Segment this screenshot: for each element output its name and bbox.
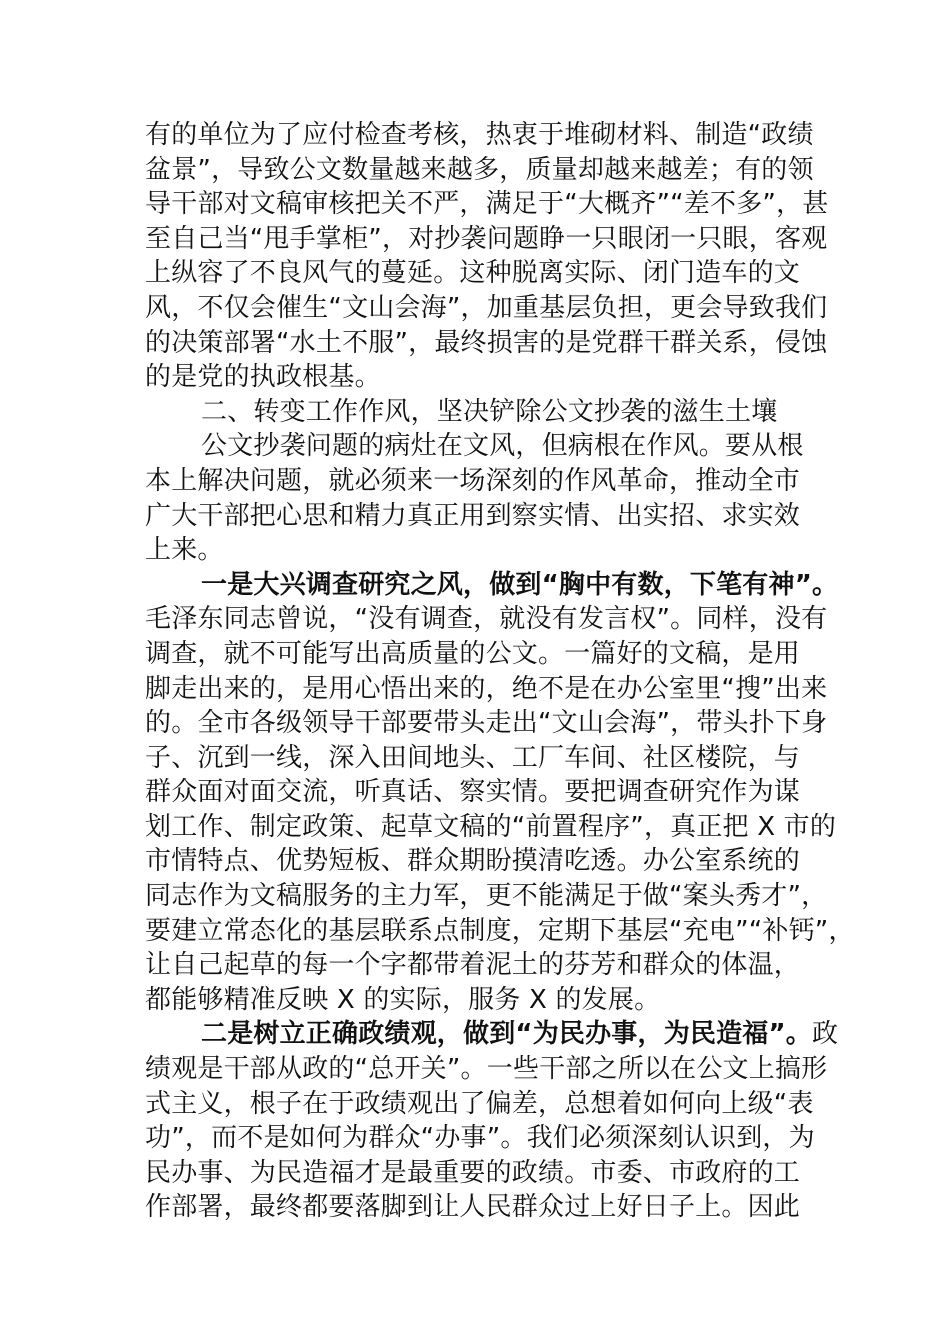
text-line: 的是党的执政根基。	[145, 362, 381, 393]
document-body	[145, 118, 855, 1225]
text-line: 上来。	[145, 535, 224, 566]
text-line: 民办事、为民造福才是最重要的政绩。市委、市政府的工	[145, 1157, 801, 1188]
lead-tail-text: 政	[811, 1019, 839, 1050]
text-line: 市情特点、优势短板、群众期盼摸清吃透。办公室系统的	[145, 846, 801, 877]
section-heading-text: 二、转变工作作风，坚决铲除公文抄袭的滋生土壤	[201, 396, 778, 427]
paragraph-4	[145, 1017, 839, 1225]
text-line: 盆景”，导致公文数量越来越多，质量却越来越差；有的领	[145, 154, 814, 185]
text-line: 都能够精准反映 X 的实际，服务 X 的发展。	[145, 984, 661, 1015]
text-line: 绩观是干部从政的“总开关”。一些干部之所以在公文上搞形	[145, 1054, 828, 1085]
text-line: 功”，而不是如何为群众“办事”。我们必须深刻认识到，为	[145, 1123, 815, 1154]
paragraph-3	[145, 568, 855, 1018]
paragraph-2	[145, 429, 809, 567]
section-heading	[145, 395, 809, 430]
text-line: 广大干部把心思和精力真正用到察实情、出实招、求实效	[145, 500, 801, 531]
text-line: 划工作、制定政策、起草文稿的“前置程序”，真正把 X 市的	[145, 811, 837, 842]
text-line: 有的单位为了应付检查考核，热衷于堆砌材料、制造“政绩	[145, 120, 814, 150]
text-line	[145, 568, 839, 603]
text-line: 式主义，根子在于政绩观出了偏差，总想着如何向上级“表	[145, 1088, 814, 1119]
text-line: 上纵容了不良风气的蔓延。这种脱离实际、闭门造车的文	[145, 258, 801, 289]
text-line: 群众面对面交流，听真话、察实情。要把调查研究作为谋	[145, 777, 801, 808]
text-line: 本上解决问题，就必须来一场深刻的作风革命，推动全市	[145, 465, 801, 496]
text-line: 脚走出来的，是用心悟出来的，绝不是在办公室里“搜”出来	[145, 673, 828, 704]
text-line: 要建立常态化的基层联系点制度，定期下基层“充电”“补钙”，	[145, 915, 855, 946]
bold-lead-sentence: 二是树立正确政绩观，做到“为民办事，为民造福”。	[201, 1019, 812, 1050]
text-line: 的决策部署“水土不服”，最终损害的是党群干群关系，侵蚀	[145, 327, 828, 358]
text-line: 至自己当“甩手掌柜”，对抄袭问题睁一只眼闭一只眼，客观	[145, 223, 828, 254]
text-line: 公文抄袭问题的病灶在文风，但病根在作风。要从根	[201, 431, 804, 462]
text-line	[145, 1017, 839, 1052]
paragraph-1	[145, 118, 829, 395]
text-line: 风，不仅会催生“文山会海”，加重基层负担，更会导致我们	[145, 292, 828, 323]
text-line: 让自己起草的每一个字都带着泥土的芬芳和群众的体温，	[145, 950, 801, 981]
text-line: 子、沉到一线，深入田间地头、工厂车间、社区楼院，与	[145, 742, 801, 773]
text-line: 的。全市各级领导干部要带头走出“文山会海”，带头扑下身	[145, 708, 828, 739]
text-line: 同志作为文稿服务的主力军，更不能满足于做“案头秀才”，	[145, 881, 828, 912]
bold-lead-sentence: 一是大兴调查研究之风，做到“胸中有数，下笔有神”。	[201, 569, 839, 600]
text-line: 毛泽东同志曾说，“没有调查，就没有发言权”。同样，没有	[145, 604, 828, 635]
text-line: 调查，就不可能写出高质量的公文。一篇好的文稿，是用	[145, 638, 801, 669]
text-line: 导干部对文稿审核把关不严，满足于“大概齐”“差不多”，甚	[145, 189, 829, 220]
text-line: 作部署，最终都要落脚到让人民群众过上好日子上。因此	[145, 1192, 801, 1223]
